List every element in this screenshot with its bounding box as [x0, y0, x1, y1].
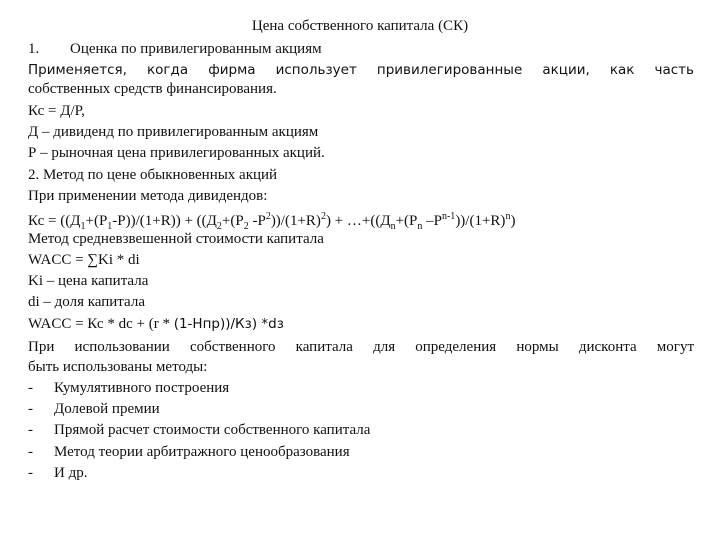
section-1-number: 1.: [28, 41, 40, 57]
dividend-method-intro: При применении метода дивидендов:: [28, 188, 268, 204]
paragraph-2-line-2: быть использованы методы:: [28, 359, 208, 375]
section-1-title: Оценка по привилегированным акциям: [70, 41, 322, 57]
list-item: - Долевой премии: [28, 401, 160, 417]
wacc-formula-sum: WACC = ∑Ki * di: [28, 252, 140, 268]
price-definition: Р – рыночная цена привилегированных акций.: [28, 145, 325, 161]
paragraph-1-line-1: Применяется, когда фирма использует привилегированные акции, как часть: [28, 62, 694, 78]
document-title: Цена собственного капитала (СК): [251, 18, 469, 34]
di-definition: di – доля капитала: [28, 294, 145, 310]
list-item: - Кумулятивного построения: [28, 380, 230, 396]
section-1-heading: [28, 39, 322, 59]
formula-dividend-model: Кс = $((Д_1+(Р_1-Р))/(1+R)) + ((Д_2+(Р_2$ $-Р^2))/(1+R)^2$) + $\dots+((Д_n+(Р_n$ $-Р^{n-1}))/(1+R)^n$): [28, 211, 516, 232]
paragraph-1-line-2: собственных средств финансирования.: [28, 81, 277, 97]
section-2-heading: 2. Метод по цене обыкновенных акций: [28, 167, 278, 183]
wacc-method-heading: Метод средневзвешенной стоимости капитала: [28, 231, 324, 247]
paragraph-2-line-1: При использовании собственного капитала для определения нормы дисконта могут: [28, 339, 694, 355]
list-item: - Метод теории арбитражного ценообразования: [28, 444, 350, 460]
list-item: - И др.: [28, 465, 88, 481]
dividend-definition: Д – дивиденд по привилегированным акциям: [28, 124, 319, 140]
list-item: - Прямой расчет стоимости собственного капитала: [28, 422, 371, 438]
formula-ks: Кс = Д/Р,: [28, 103, 85, 119]
ki-definition: Ki – цена капитала: [28, 273, 149, 289]
wacc-formula-detailed: WACC = Кс * dс + (r * (1-Нпр))/Кз) *dз: [28, 316, 284, 332]
